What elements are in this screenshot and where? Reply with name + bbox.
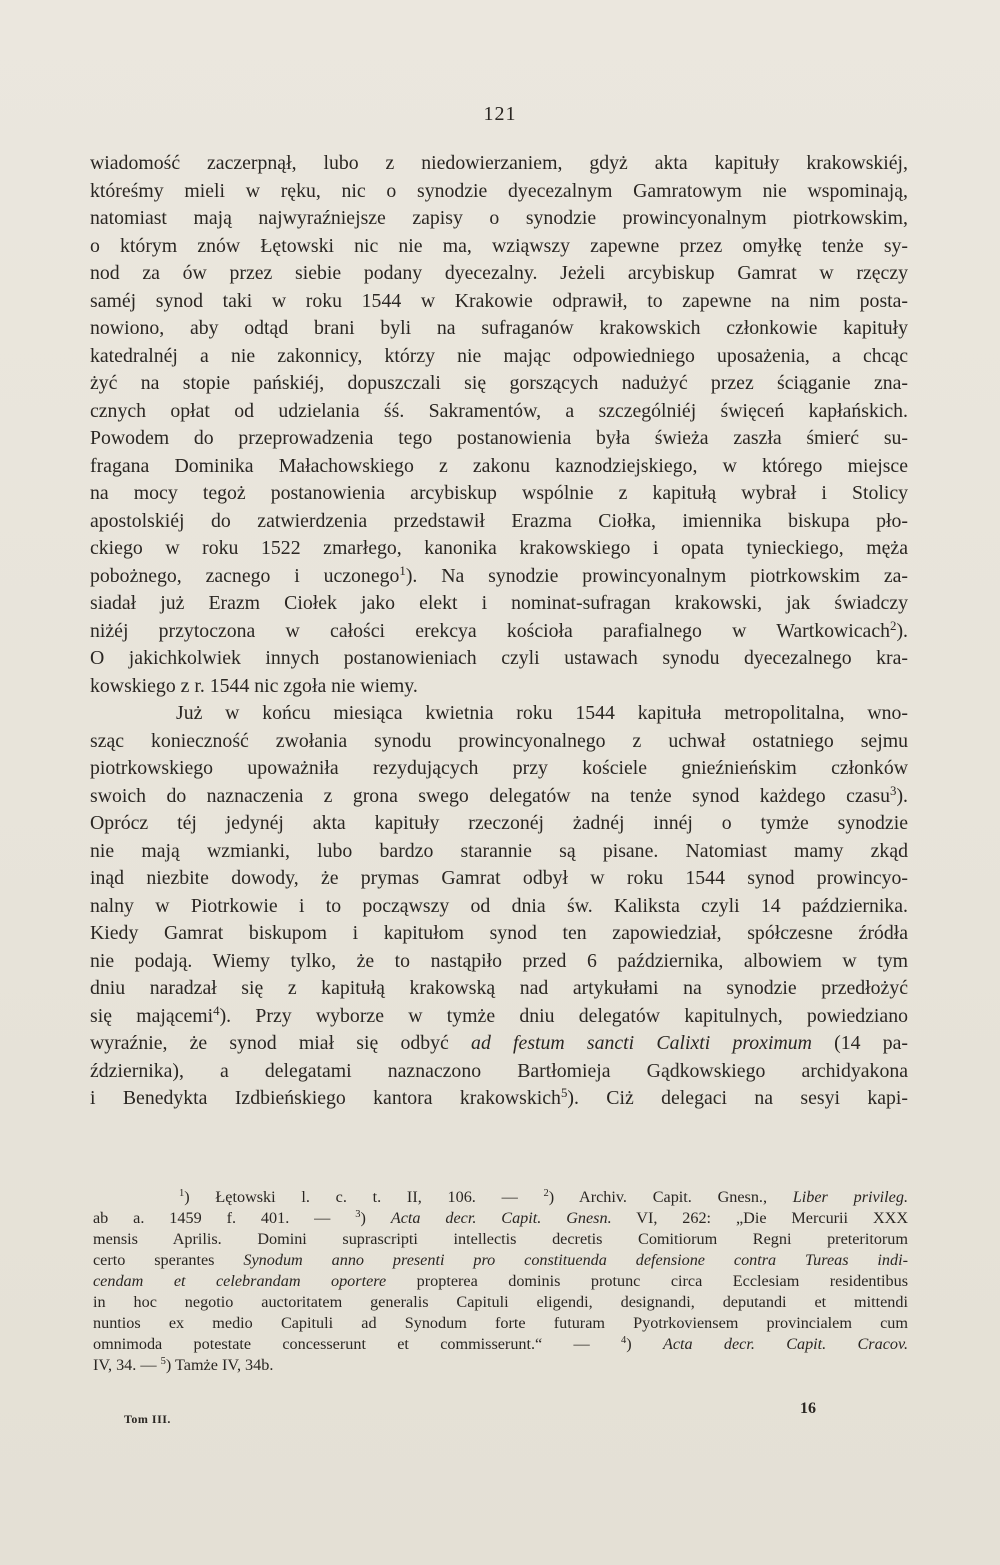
text-line: żyć na stopie pańskiéj, dopuszczali się gorszących nadużyć przez ściąganie zna- (90, 372, 908, 394)
footnote-line: ab a. 1459 f. 401. — $^3$) Acta decr. Capit. Gnesn. VI, 262: „Die Mercurii XXX (93, 1209, 909, 1227)
text-line: Powodem do przeprowadzenia tego postanowienia była świeża zaszła śmierć su- (90, 427, 908, 449)
text-line: wiadomość zaczerpnął, lubo z niedowierzaniem, gdyż akta kapituły krakowskiéj, (90, 152, 908, 174)
text-line: któreśmy mieli w ręku, nic o synodzie dyecezalnym Gamratowym nie wspominają, (90, 179, 908, 202)
main-text (90, 150, 908, 1113)
text-line: siadał już Erazm Ciołek jako elekt i nominat-sufragan krakowski, jak świadczy (90, 592, 908, 614)
text-line: nie podają. Wiemy tylko, że to nastąpiło przed 6 października, albowiem w tym (90, 949, 908, 972)
footnotes (93, 1187, 908, 1376)
text-line: się mającemi$^4$). Przy wyborze w tymże dniu delegatów kapitulnych, powiedziano (90, 1003, 908, 1027)
page-number: 121 (483, 103, 517, 125)
footnote-line: mensis Aprilis. Domini suprascripti intellectis decretis Comitiorum Regni preteritorum (93, 1230, 908, 1248)
footnote-line: certo sperantes Synodum anno presenti pro constituenda defensione contra Tureas indi- (93, 1251, 908, 1269)
text-line: Oprócz téj jedynéj akta kapituły rzeczonéj żadnéj innéj o tymże synodzie (90, 812, 908, 834)
footnote-ref: 3 (890, 783, 897, 798)
text-line: dniu naradzał się z kapitułą krakowską nad artykułami na synodzie przedłożyć (90, 977, 908, 999)
text-line: Kiedy Gamrat biskupom i kapitułom synod ten zapowiedział, spółczesne źródła (90, 922, 908, 944)
text-line: ździernika), a delegatami naznaczono Bartłomieja Gądkowskiego archidyakona (90, 1059, 908, 1082)
text-line: nowiono, aby odtąd brani byli na sufraganów krakowskich członkowie kapituły (90, 317, 908, 339)
footnote-ref: 5 (560, 1085, 568, 1100)
text-line: O jakichkolwiek innych postanowieniach czyli ustawach synodu dyecezalnego kra- (90, 647, 908, 669)
footnote-line: omnimoda potestate concesserunt et commisserunt.“ — $^4$) Acta decr. Capit. Cracov. (93, 1335, 909, 1353)
footnote-line: in hoc negotio auctoritatem generalis Capituli eligendi, designandi, deputandi et mittendi (93, 1293, 908, 1311)
footnote-line: IV, 34. — $^5$) Tamże IV, 34b. (93, 1356, 274, 1374)
text-line: katedralnéj a nie zakonnicy, którzy nie mając odpowiedniego uposażenia, a chcąc (90, 344, 908, 367)
sheet-number: 16 (800, 1400, 816, 1417)
text-line: niżéj przytoczona w całości erekcya kościoła parafialnego w Wartkowicach$^2$). (90, 618, 908, 642)
footnote-line: nuntios ex medio Capituli ad Synodum forte futuram Pyotrkoviensem provincialem cum (93, 1314, 908, 1332)
footnote-ref: 4 (213, 1003, 220, 1018)
text-line: sząc konieczność zwołania synodu prowincyonalnego z uchwał ostatniego sejmu (90, 729, 908, 752)
text-line: piotrkowskiego upoważniła rezydujących przy kościele gnieźnieńskim członków (90, 757, 908, 779)
text-line: ckiego w roku 1522 zmarłego, kanonika krakowskiego i opata tynieckiego, męża (90, 537, 908, 559)
footnote-line: $^1$) Łętowski l. c. t. II, 106. — $^2$) Archiv. Capit. Gnesn., Liber privileg. (179, 1188, 908, 1206)
footnote-ref: 2 (890, 618, 897, 633)
text-line: swoich do naznaczenia z grona swego delegatów na tenże synod każdego czasu$^3$). (90, 783, 908, 807)
text-line: o którym znów Łętowski nic nie ma, wziąwszy zapewne przez omyłkę tenże sy- (90, 234, 908, 257)
text-line: natomiast mają najwyraźniejsze zapisy o synodzie prowincyonalnym piotrkowskim, (90, 207, 908, 229)
footnote-line: cendam et celebrandam oportere propterea dominis protunc circa Ecclesiam residentibus (93, 1272, 908, 1290)
text-line: nie mają wzmianki, lubo bardzo starannie są pisane. Natomiast mamy zkąd (90, 839, 908, 862)
text-line: cznych opłat od udzielania śś. Sakramentów, a szczególniéj święceń kapłańskich. (90, 399, 908, 422)
text-line: pobożnego, zacnego i uczonego$^1$). Na synodzie prowincyonalnym piotrkowskim za- (90, 563, 909, 587)
text-line: nod za ów przez siebie podany dyecezalny. Jeżeli arcybiskup Gamrat w rzęczy (90, 262, 908, 284)
footnote-ref: 1 (399, 563, 406, 578)
text-line: inąd niezbite dowody, że prymas Gamrat odbył w roku 1544 synod prowincyo- (90, 867, 908, 889)
text-line: apostolskiéj do zatwierdzenia przedstawił Erazma Ciołka, imiennika biskupa pło- (90, 509, 908, 532)
text-line: i Benedykta Izdbieńskiego kantora krakowskich$^5$). Ciż delegaci na sesyi kapi- (90, 1085, 909, 1109)
text-line: saméj synod taki w roku 1544 w Krakowie odprawił, to zapewne na nim posta- (90, 289, 908, 312)
text-line: nalny w Piotrkowie i to począwszy od dnia św. Kaliksta czyli 14 października. (90, 894, 908, 917)
text-line: na mocy tegoż postanowienia arcybiskup wspólnie z kapitułą wybrał i Stolicy (90, 482, 908, 504)
text-line: kowskiego z r. 1544 nic zgoła nie wiemy. (90, 674, 418, 697)
text-line: fragana Dominika Małachowskiego z zakonu kaznodziejskiego, w którego miejsce (90, 454, 908, 477)
text-line: Już w końcu miesiąca kwietnia roku 1544 kapituła metropolitalna, wno- (176, 702, 908, 724)
text-line: wyraźnie, że synod miał się odbyć ad festum sancti Calixti proximum (14 pa- (90, 1032, 908, 1054)
volume-signature: Tom III. (124, 1412, 171, 1426)
